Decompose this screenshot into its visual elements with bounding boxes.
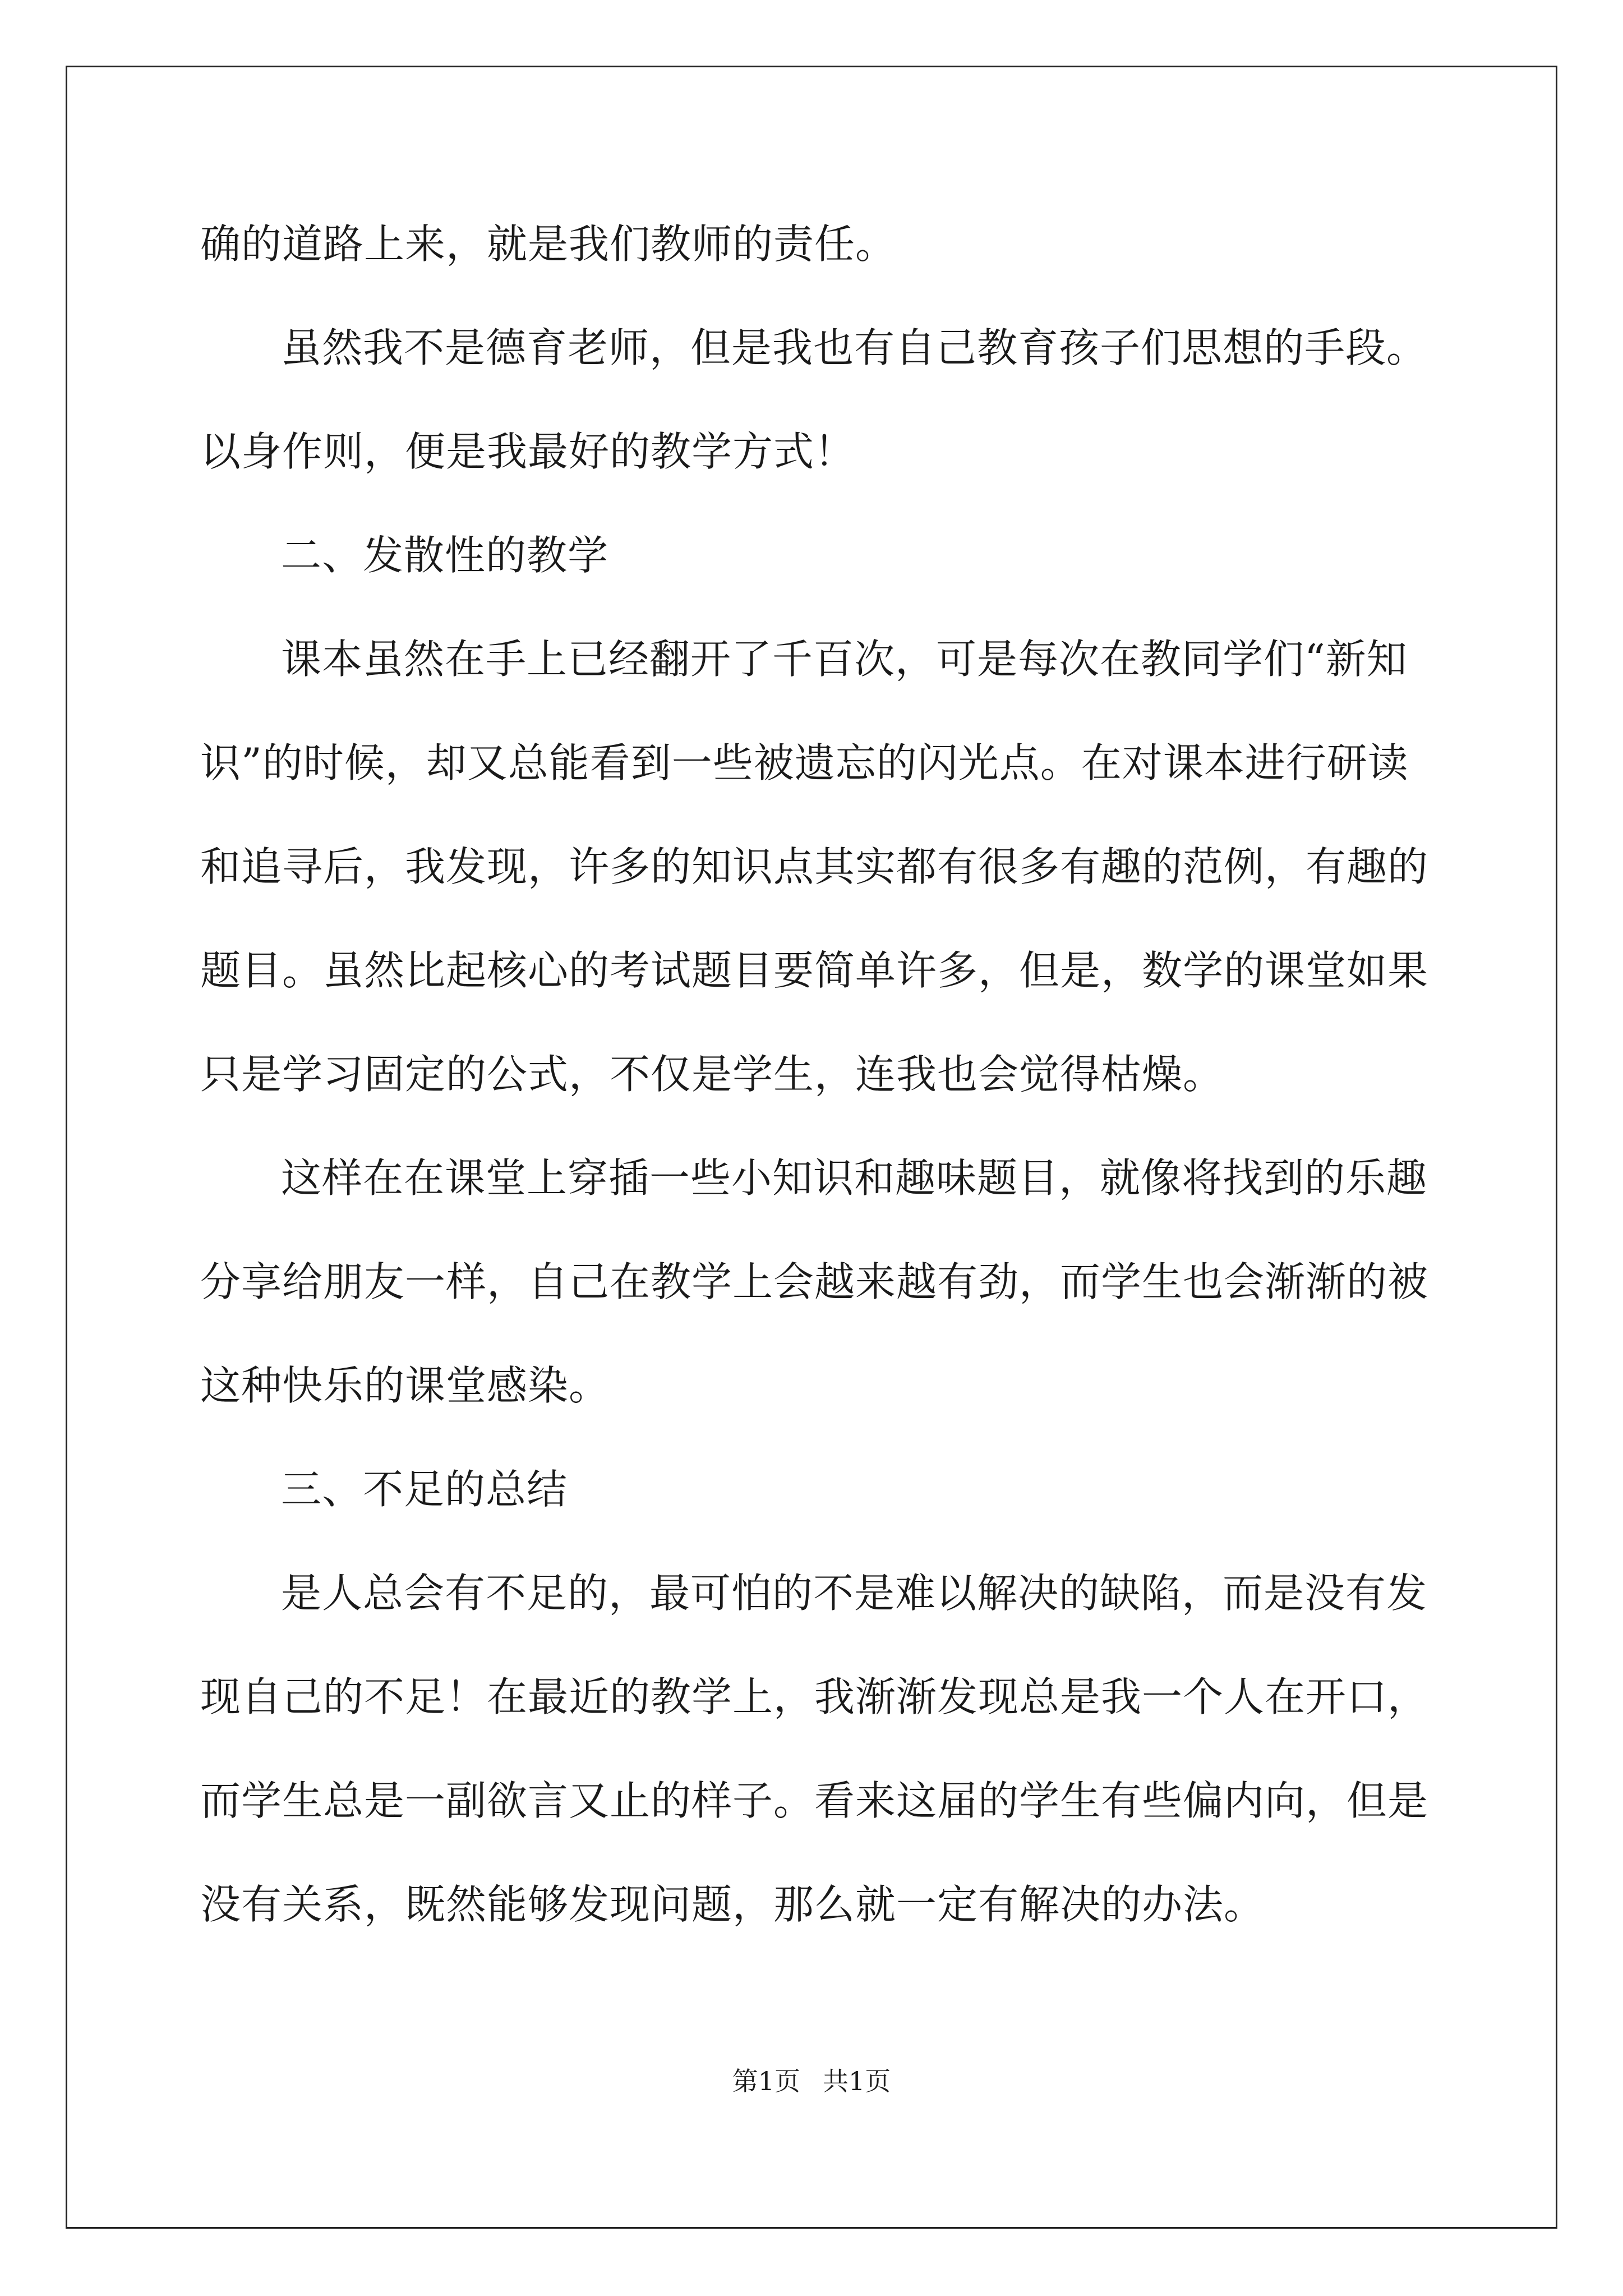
paragraph-line: 分享给朋友一样，自己在教学上会越来越有劲，而学生也会渐渐的被 <box>200 1258 1429 1305</box>
paragraph-line: 是人总会有不足的，最可怕的不是难以解决的缺陷，而是没有发 <box>281 1570 1428 1617</box>
document-body <box>200 216 1428 1932</box>
paragraph-line: 题目。虽然比起核心的考试题目要简单许多，但是，数学的课堂如果 <box>200 947 1429 994</box>
paragraph-line: 识”的时候，却又总能看到一些被遗忘的闪光点。在对课本进行研读 <box>200 739 1409 786</box>
page-footer <box>0 2064 1623 2098</box>
page-number-current: 第1页 <box>732 2066 800 2096</box>
paragraph-line: 和追寻后，我发现，许多的知识点其实都有很多有趣的范例，有趣的 <box>200 843 1429 890</box>
paragraph-line: 确的道路上来，就是我们教师的责任。 <box>200 220 897 268</box>
paragraph-line: 这种快乐的课堂感染。 <box>200 1362 610 1409</box>
paragraph-line: 没有关系，既然能够发现问题，那么就一定有解决的办法。 <box>200 1881 1265 1928</box>
paragraph-line: 虽然我不是德育老师，但是我也有自己教育孩子们思想的手段。 <box>281 324 1428 371</box>
section-heading: 三、不足的总结 <box>281 1466 568 1513</box>
paragraph-line: 而学生总是一副欲言又止的样子。看来这届的学生有些偏内向，但是 <box>200 1777 1429 1824</box>
paragraph-line: 只是学习固定的公式，不仅是学生，连我也会觉得枯燥。 <box>200 1051 1224 1098</box>
page-number-total: 共1页 <box>823 2066 891 2096</box>
paragraph-line: 这样在在课堂上穿插一些小知识和趣味题目，就像将找到的乐趣 <box>281 1154 1428 1202</box>
paragraph-line: 现自己的不足！在最近的教学上，我渐渐发现总是我一个人在开口， <box>200 1673 1429 1720</box>
paragraph-line: 课本虽然在手上已经翻开了千百次，可是每次在教同学们“新知 <box>281 636 1408 683</box>
section-heading: 二、发散性的教学 <box>281 532 609 579</box>
paragraph-line: 以身作则，便是我最好的教学方式！ <box>200 428 856 475</box>
